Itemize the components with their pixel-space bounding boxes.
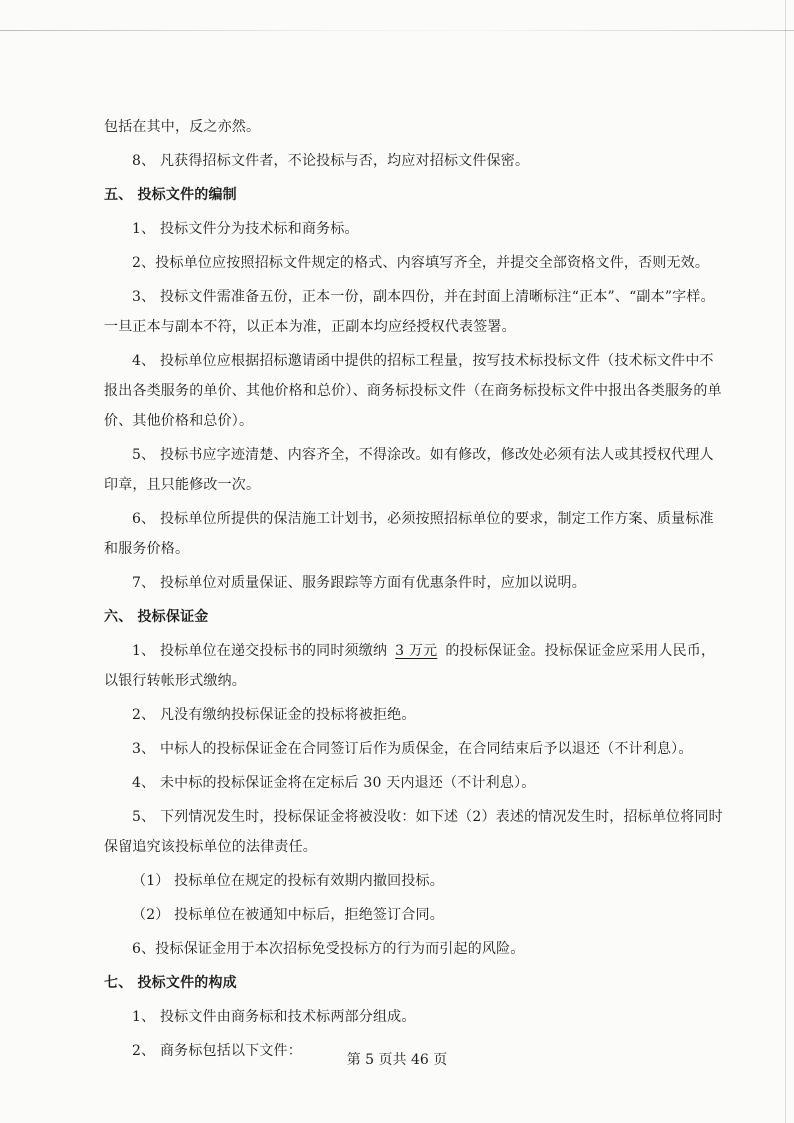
- clause-5-3: 3、 投标文件需准备五份，正本一份，副本四份，并在封面上清晰标注“正本”、“副本”字样。一旦正本与副本不符，以正本为准，正副本均应经授权代表签署。: [104, 289, 715, 335]
- clause-6-1-tail: 的投标保证金。投标保证金应采用人民币，以银行转帐形式缴纳。: [104, 643, 716, 689]
- clause-6-4: 4、 未中标的投标保证金将在定标后 30 天内退还（不计利息）。: [132, 775, 536, 791]
- clause-5-1: 1、 投标文件分为技术标和商务标。: [132, 221, 359, 237]
- clause-5-2: 2、投标单位应按照招标文件规定的格式、内容填写齐全，并提交全部资格文件，否则无效。: [132, 255, 710, 271]
- section-heading-7: 七、 投标文件的构成: [104, 975, 237, 991]
- clause-7-2: 2、 商务标包括以下文件：: [132, 1043, 302, 1059]
- clause-6-3: 3、 中标人的投标保证金在合同签订后作为质保金，在合同结束后予以退还（不计利息）。: [132, 741, 693, 757]
- clause-6-5-item-1: （1） 投标单位在规定的投标有效期内撤回投标。: [132, 873, 444, 889]
- clause-5-5: 5、 投标书应字迹清楚、内容齐全，不得涂改。如有修改，修改处必须有法人或其授权代理人印章，且只能修改一次。: [104, 447, 714, 493]
- clause-5-7: 7、 投标单位对质量保证、服务跟踪等方面有优惠条件时，应加以说明。: [132, 575, 586, 591]
- clause-6-5: 5、 下列情况发生时，投标保证金将被没收：如下述（2）表述的情况发生时，招标单位将同时保留追究该投标单位的法律责任。: [104, 809, 723, 855]
- clause-4-8: 8、 凡获得招标文件者，不论投标与否，均应对招标文件保密。: [132, 153, 530, 169]
- clause-6-1-lead: 1、 投标单位在递交投标书的同时须缴纳: [132, 643, 388, 659]
- paragraph-continuation: 包括在其中，反之亦然。: [104, 119, 261, 135]
- clause-6-6: 6、投标保证金用于本次招标免受投标方的行为而引起的风险。: [132, 941, 525, 957]
- clause-6-2: 2、 凡没有缴纳投标保证金的投标将被拒绝。: [132, 707, 416, 723]
- clause-5-4: 4、 投标单位应根据招标邀请函中提供的招标工程量，按写技术标投标文件（技术标文件中不报出各类服务的单价、其他价格和总价）、商务标投标文件（在商务标投标文件中报出各类服务的单价、其他价格和总价）。: [104, 353, 722, 429]
- section-heading-5: 五、 投标文件的编制: [104, 187, 237, 203]
- section-heading-6: 六、 投标保证金: [104, 609, 209, 625]
- scan-edge-top: [0, 30, 794, 31]
- document-body: [104, 112, 724, 1066]
- scan-edge-right: [785, 0, 786, 1123]
- clause-6-1: [104, 636, 724, 696]
- clause-5-6: 6、 投标单位所提供的保洁施工计划书，必须按照招标单位的要求，制定工作方案、质量标准和服务价格。: [104, 511, 714, 557]
- page-number: 第 5 页共 46 页: [346, 1052, 448, 1068]
- deposit-amount: 3 万元: [395, 643, 438, 659]
- clause-7-1: 1、 投标文件由商务标和技术标两部分组成。: [132, 1009, 416, 1025]
- clause-6-5-item-2: （2） 投标单位在被通知中标后，拒绝签订合同。: [132, 907, 444, 923]
